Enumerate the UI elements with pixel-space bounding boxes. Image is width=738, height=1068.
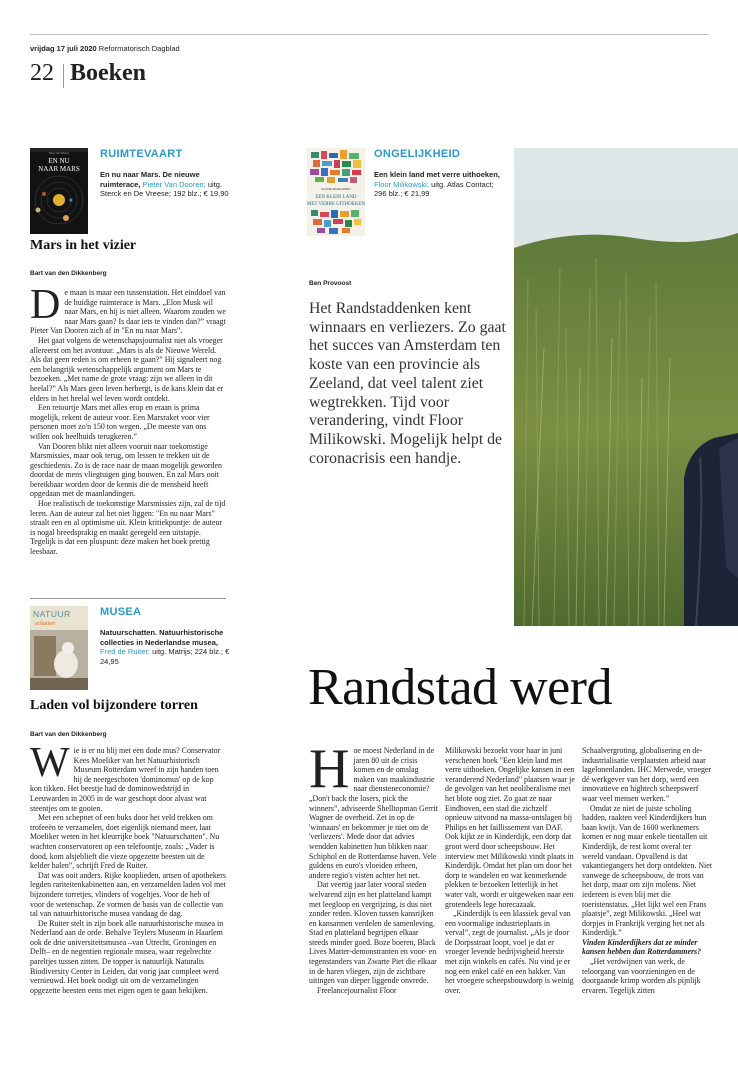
book-cover-mars — [30, 148, 88, 234]
svg-text:EEN KLEIN LAND: EEN KLEIN LAND — [315, 195, 357, 200]
publisher-details: uitg. Matrijs; 224 blz.; € 24,95 — [100, 647, 230, 666]
header-separator — [63, 64, 64, 88]
review-byline: Bart van den Dikkenberg — [30, 731, 107, 738]
publisher-details: uitg. Atlas Contact; 296 blz.; € 21,99 — [374, 179, 494, 198]
publisher-details: uitg. Sterck en De Vreese; 192 blz.; € 19,90 — [100, 179, 229, 198]
paragraph: Van Dooren blikt niet alleen vooruit naar toekomstige Marsmissies, maar ook terug, om lessen te trekken uit de geschiedenis. Zo is de race naar de maan mogelijk geworden doordat de mens vliegtuigen ging bouwen. En zal Mars ooit bereikbaar worden door de kennis die de mensheid heeft opgedaan met de maanlandingen. — [30, 441, 222, 499]
cover-author: FLOOR MILIKOWSKI — [321, 187, 351, 191]
paragraph: oe moest Nederland in de jaren 80 uit de crisis komen en de omslag maken van maakindustrie naar diensteneconomie? „Don't back the losers, pick the winners”, adviseerde Shelltopman Gerrit Wagner de overheid. Zet in op de 'winnaars' en bekommer je niet om de 'verliezers'. Mede door dat advies wendden kabinetten hun blikken naar Schiphol en de Rotterdamse haven. Vele guldens en euro's vloeiden erheen, andere regio's visten achter het net. — [309, 746, 438, 880]
feature-byline: Ben Provoost — [309, 280, 352, 287]
book-author: Floor Milikowski; — [374, 179, 430, 189]
feature-headline: Randstad werd — [308, 659, 612, 716]
paragraph: Hoe realistisch de toekomstige Marsmissies zijn, zal de tijd leren. Aan de auteur zal het niet liggen: "En nu naar Mars" straalt een en al optimisme uit. Klein kritiekpuntje: de auteur is nogal breedsprakig en maakt geregeld een uitstapje. Tegelijk is dat een pluspunt: deze maken het boek prettig leesbaar. — [30, 499, 226, 557]
section-title: Boeken — [70, 60, 147, 86]
review-book-info — [100, 628, 230, 666]
header-rule — [30, 34, 708, 35]
page-number: 22 — [30, 60, 54, 86]
paragraph: Dat was ooit anders. Rijke kooplieden, artsen of apothekers legden rariteitenkabinetten aan, en verzamelden laden vol met bijzondere torretjes, vlinders of vogeltjes. Voor de heb of voor de wetenschap. Ze vormen de basis van de collectie van tal van natuurhistorische musea vandaag de dag. — [30, 870, 227, 919]
review-body — [30, 740, 227, 995]
svg-text:NAAR MARS: NAAR MARS — [38, 165, 80, 173]
date: vrijdag 17 juli 2020 — [30, 44, 97, 53]
book-author: Pieter Van Dooren; — [142, 179, 206, 189]
paragraph: Omdat ze niet de juiste scholing hadden, raakten veel Kinderdijkers hun baan kwijt. Van de 1600 werknemers komen er nog maar enkele tientallen uit Kinderdijk, de rest komt overal ter wereld vandaan. Opvallend is dat vakantiegangers het dorp ontdekten. Niet vanwege de scheepsbouw, de trots van het dorp, maar om zijn molens. Niet iedereen is even blij met die toeristenstatus. „Het lijkt wel een Frans plaatsje”, zegt Milikowski. „Heel wat dorpjes in Frankrijk verging het net als Kinderdijk.” — [582, 803, 712, 938]
feature-book-info — [374, 170, 504, 199]
review-headline: Mars in het vizier — [30, 238, 137, 253]
review-category: MUSEA — [100, 606, 142, 618]
cover-subtitle: schatten — [35, 621, 55, 627]
paragraph: Freelancejournalist Floor — [317, 985, 397, 995]
book-title: En nu naar Mars. De nieuwe ruimterace, — [100, 170, 200, 189]
paragraph: „Het verdwijnen van werk, de teloorgang van voorzieningen en de doorgaande krimp worden als pijnlijk ervaren. Tegelijk zitten — [582, 957, 701, 995]
interview-question: Vinden Kinderdijkers dat ze minder kansen hebben dan Rotterdammers? — [582, 937, 702, 957]
paragraph: „Kinderdijk is een klassiek geval van een voormalige industrieplaats in verval”, zegt de journalist. „Als je door de Dorpsstraat loopt, voel je dat er vroeger levende bedrijvigheid heerste met zijn winkels en cafés. Nu vind je er nog een enkel café en een bakker. Van het vroegere scheepsbouwdorp is weinig over. — [445, 909, 574, 995]
paragraph: ie is er nu blij met een dode mus? Conservator Kees Moeliker van het Natuurhistorisch Museum Rotterdam wreef in zijn handen toen hij de neergeschoten 'dominomus' op de kop kon tikken. Het beestje had de dominowedstrijd in Leeuwarden in 2005 in de war geschopt door alvast wat steentjes om te gooien. — [30, 746, 221, 813]
feature-category: ONGELIJKHEID — [374, 148, 461, 160]
paragraph: e maan is maar een tussenstation. Het einddoel van de huidige ruimterace is Mars. „Elon Musk wil naar Mars, en hij is niet alleen. Waarom zouden we naar Mars gaan? Is daar iets te vinden dan?” vraagt Pieter Van Dooren zich af in "En nu naar Mars". — [30, 288, 226, 336]
book-author: Fred de Ruiter; — [100, 647, 151, 656]
feature-column-2 — [445, 746, 575, 995]
review-book-info — [100, 170, 230, 199]
svg-text:NATUUR: NATUUR — [33, 609, 71, 619]
cover-author: Pieter Van Dooren — [48, 152, 70, 155]
paragraph: De Ruiter stelt in zijn boek alle natuurhistorische musea in Nederland aan de orde. Behalve Teylers Museum in Haarlem ook de drie universiteitsmusea –van Utrecht, Groningen en Delft– en de negentien regionale musea, waar regelrechte pareltjes tussen zitten. De topper is natuurlijk Naturalis Biodiversity Center in Leiden, dat vorig jaar compleet werd vernieuwd. Het boek nodigt uit om de verzamelingen opgezette beesten eens met eigen ogen te gaan bekijken. — [30, 918, 224, 995]
paragraph: Dat veertig jaar later vooral steden welvarend zijn en het platteland kampt met leegloop en vergrijzing, is dus niet zonder reden. Kloven tussen kansrijken en kansarmen verdelen de samenleving. Stad en platteland begrijpen elkaar steeds minder goed. Boze boeren, Black Lives Matter-demonstranten en voor- en tegenstanders van Zwarte Piet die elkaar in de haren vliegen, zijn de zichtbare uitingen van dieper liggende onvrede. — [309, 880, 437, 986]
book-cover-natuurschatten — [30, 606, 88, 690]
paragraph: Milikowski bezoekt voor haar in juni verschenen boek "Een klein land met verre uithoeken. Ongelijke kansen in een veranderend Nederland" plaatsen waar je de gevolgen van het neoliberalisme met het blote oog ziet. Zo gaat ze naar Eindhoven, een stad die zichzelf opnieuw uitvond na massa-ontslagen bij Philips en het faillissement van DAF. Ook kijkt ze in Kinderdijk, een dorp dat groot werd door scheepsbouw. Het interview met Milikowski vindt plaats in Kinderdijk. Omdat het plan om door het dorp te wandelen en wat kenmerkende plekken te bezoeken letterlijk in het water valt, wordt er uitgeweken naar een grotendeels lege horecazaak. — [445, 746, 575, 909]
paragraph: Met een schepnet of een buks door het veld trekken om trofeeën te verzamelen, doet eigenlijk niemand meer, laat Moeliker weten in het kleurrijke boek "Natuurschatten". Nu wachten conservatoren op een telefoontje, zoals: „Vader is dood, kom alsjeblieft die vieze opgezette beesten uit de kelder halen”, schrijft Fred de Ruiter. — [30, 813, 220, 871]
paragraph: Het gaat volgens de wetenschapsjournalist niet als vroeger allereerst om het avontuur. „Mars is als de Nieuwe Wereld. Als dat geen reden is om erheen te gaan?” Hij signaleert nog een belangrijk wetenschappelijk argument om Mars te bezoeken. „Met name de grote vraag: zijn we alleen in dit heelal?” Als Mars geen leven herbergt, is de kans klein dat er elders in het heelal wel leven wordt ontdekt. — [30, 335, 224, 403]
dropcap: W — [30, 740, 70, 786]
dateline — [30, 44, 180, 53]
column-divider — [30, 598, 226, 599]
review-byline: Bart van den Dikkenberg — [30, 270, 107, 277]
feature-column-3 — [582, 746, 712, 995]
review-category: RUIMTEVAART — [100, 148, 183, 160]
feature-photo — [514, 148, 738, 626]
review-body — [30, 282, 226, 557]
svg-text:EN NU: EN NU — [48, 157, 70, 165]
svg-text:MET VERRE UITHOEKEN: MET VERRE UITHOEKEN — [307, 202, 365, 207]
paragraph: Een retourtje Mars met alles erop en eraan is prima mogelijk, rekent de auteur voor. Een Marsraket voor vier personen moet zo'n 150 ton wegen. „De meeste van ons willen ook heelhuids terugkeren.” — [30, 403, 210, 441]
paragraph: Schaalvergroting, globalisering en de-industrialisatie verplaatsten arbeid naar lagelonenlanden. IHC Merwede, vroeger dé werkgever van het dorp, werd een innovatieve en hightech scheepswerf waar veel mensen werken.” — [582, 746, 712, 803]
dropcap: D — [30, 282, 61, 328]
book-title: Natuurschatten. Natuurhistorische collecties in Nederlandse musea, — [100, 628, 224, 647]
review-headline: Laden vol bijzondere torren — [30, 698, 198, 713]
feature-intro: Het Randstaddenken kent winnaars en verliezers. Zo gaat het succes van Amsterdam ten koste van een provincie als Zeeland, dat veel talent ziet wegtrekken. Tijd voor verandering, vindt Floor Milikowski. Mogelijk helpt de coronacrisis een handje. — [309, 300, 506, 467]
book-title: Een klein land met verre uithoeken, — [374, 170, 500, 179]
feature-column-1 — [309, 738, 439, 995]
book-cover-klein-land — [307, 148, 365, 236]
dropcap: H — [309, 738, 350, 800]
publication: Reformatorisch Dagblad — [98, 44, 180, 53]
